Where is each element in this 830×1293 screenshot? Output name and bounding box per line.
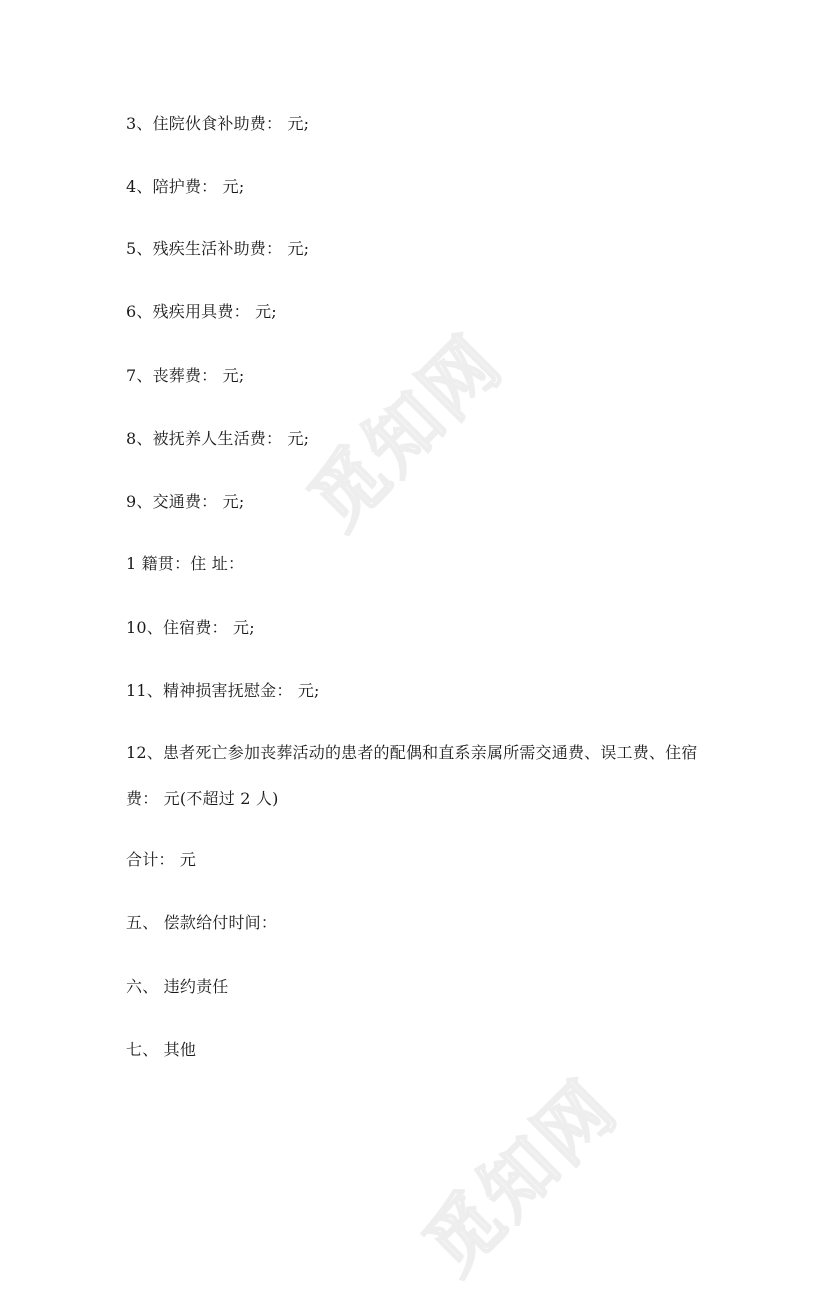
item-lodging-fee: 10、住宿费： 元; (126, 618, 255, 637)
item-meal-subsidy: 3、住院伙食补助费： 元; (126, 114, 310, 133)
item-funeral-attendance-costs: 12、患者死亡参加丧葬活动的患者的配偶和直系亲属所需交通费、误工费、住宿 (126, 743, 698, 762)
watermark-bottom: 觅知网 (408, 1064, 635, 1291)
item-origin-address: 1 籍贯：住 址： (126, 554, 245, 573)
item-mental-damage-compensation: 11、精神损害抚慰金： 元; (126, 681, 320, 700)
item-transport-fee: 9、交通费： 元; (126, 492, 245, 511)
section-payment-time: 五、 偿款给付时间： (126, 913, 278, 932)
item-nursing-fee: 4、陪护费： 元; (126, 177, 245, 196)
watermark: 觅知网 (293, 319, 520, 546)
item-disability-equipment-fee: 6、残疾用具费： 元; (126, 302, 277, 321)
item-funeral-attendance-costs-cont: 费： 元(不超过 2 人) (126, 789, 279, 808)
item-funeral-fee: 7、丧葬费： 元; (126, 366, 245, 385)
section-breach-liability: 六、 违约责任 (126, 977, 229, 996)
section-other: 七、 其他 (126, 1040, 197, 1059)
item-dependent-living-fee: 8、被抚养人生活费： 元; (126, 429, 310, 448)
item-disability-living-subsidy: 5、残疾生活补助费： 元; (126, 239, 310, 258)
item-total: 合计： 元 (126, 850, 197, 869)
